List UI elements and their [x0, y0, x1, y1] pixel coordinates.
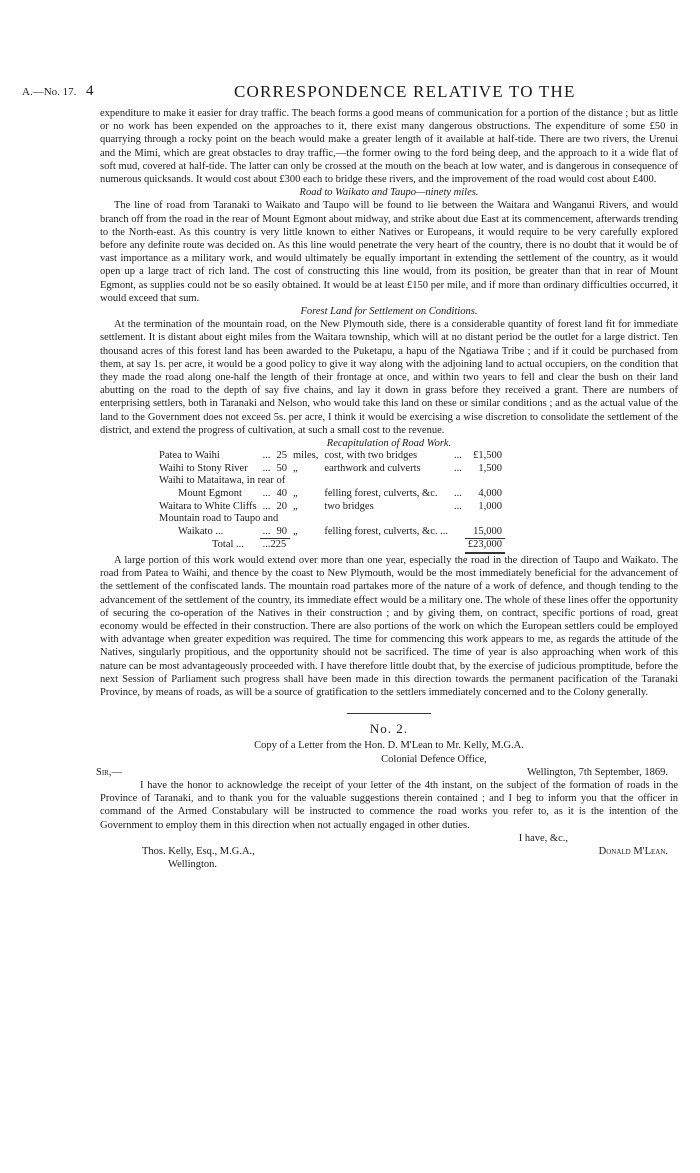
heading-recapitulation: Recapitulation of Road Work.	[326, 438, 452, 450]
cost-cell: 1,500	[478, 462, 503, 474]
page-body	[96, 107, 678, 871]
route-cell: Patea to Waihi	[159, 450, 220, 462]
table-row: Waitara to White Cliffs ... 20 „ two bridges ... 1,000	[156, 501, 505, 514]
heading-waikato-taupo-road: Road to Waikato and Taupo—ninety miles.	[299, 187, 479, 199]
description-cell: felling forest, culverts, &c.	[324, 488, 438, 500]
miles-cell: 20	[276, 500, 287, 512]
description-cell: felling forest, culverts, &c. ...	[324, 525, 449, 537]
cost-cell: £1,500	[473, 450, 503, 462]
letter-body: I have the honor to acknowledge the receipt of your letter of the 4th instant, on the subject of the formation of roads in the Province of Taranaki, and to thank you for the valuable suggestions therein contained ; and I beg to inform you that the officer in command of the Armed Constabulary will be instructed to commence the road works you refer to, as it is the intention of the Government to employ them in this direction when not actually engaged in other duties.	[100, 780, 678, 831]
cost-cell: 1,000	[478, 500, 503, 512]
route-cell: Waihi to Mataitawa, in rear of	[159, 475, 286, 487]
total-label: Total ...	[212, 538, 244, 550]
miles-cell: 90	[276, 525, 287, 537]
running-title: CORRESPONDENCE RELATIVE TO THE	[234, 82, 576, 101]
cost-cell: 15,000	[473, 525, 503, 537]
miles-cell: 50	[276, 462, 287, 474]
miles-cell: 40	[276, 488, 287, 500]
table-row: Waihi to Stony River ... 50 „ earthwork and culverts ... 1,500	[156, 463, 505, 476]
letter-copy-line: Copy of a Letter from the Hon. D. M'Lean to Mr. Kelly, M.G.A.	[254, 740, 524, 752]
cost-cell: 4,000	[478, 488, 503, 500]
letter-signature-row	[100, 845, 678, 858]
route-cell: Mount Egmont	[178, 488, 242, 500]
letter-number: No. 2.	[369, 721, 409, 737]
letter-salutation-row	[96, 766, 678, 779]
description-cell: earthwork and culverts	[324, 462, 421, 474]
route-cell: Waitara to White Cliffs	[159, 500, 257, 512]
letter-office: Colonial Defence Office,	[381, 753, 487, 765]
table-total-row	[156, 539, 505, 553]
table-row	[156, 513, 505, 526]
paragraph-beach: expenditure to make it easier for dray traffic. The beach forms a good means of communication for a portion of the distance ; but as little or no work has been expended on the approaches to it, there exist many dangerous obstructions. The expenditure of some £50 in quarrying through a rocky point on the beach would make a greater length of it available at half-tide. There are two rivers, the Urenui and the Mimi, which are great obstacles to dray traffic,—the former owing to the ford being deep, and the approach to it a wide flat of soft mud, covered at half-tide. The latter can only be crossed at the mouth on the beach at low water, and is dangerous in consequence of numerous quicksands. It would cost about £300 each to bridge these rivers, and the improvement of the road would cost about £400.	[100, 108, 678, 186]
letter-closing: I have, &c.,	[518, 832, 568, 844]
section-divider	[347, 713, 431, 714]
letter-city-row	[100, 858, 678, 871]
heading-forest-land: Forest Land for Settlement on Conditions.	[300, 306, 478, 318]
miles-cell: 25	[276, 450, 287, 462]
total-miles: ...225	[260, 539, 290, 553]
letter-signature: Donald M'Lean.	[598, 846, 668, 858]
letter-salutation: Sir,—	[96, 766, 122, 778]
letter-place-date: Wellington, 7th September, 1869.	[526, 766, 668, 778]
letter-addressee-city: Wellington.	[168, 859, 218, 871]
route-cell: Waihi to Stony River	[159, 462, 248, 474]
description-cell: two bridges	[324, 500, 374, 512]
document-reference: A.—No. 17.	[22, 86, 77, 98]
route-cell: Waikato ...	[178, 525, 224, 537]
letter-closing-row	[100, 832, 678, 845]
paragraph-forest-land: At the termination of the mountain road, on the New Plymouth side, there is a considerable quantity of forest land fit for immediate settlement. It is distant about eight miles from the Waitara township, which will at no distant period be the outlet for a large district. Ten thousand acres of this forest land has been awarded to the Puketapu, a hapu of the Ngatiawa Tribe ; and if it could be purchased from them, at say 1s. per acre, it would be a good policy to give it way along with the adjoining land to actual occupiers, on the condition that they made the road along one-half the length of their frontage at once, and within two years to fell and clear the bush on their land abutting on the road to the depth of say five chains, and lay it down in grass before they received a grant. There are numbers of enterprising settlers, both in Taranaki and Nelson, who would take this land on these or similar conditions ; and as the actual value of the land to the Government does not exceed 5s. per acre, I think it would be exercising a wise discretion to consolidate the settlement of the district, and extend the progress of cultivation, at such a small cost to the revenue.	[100, 319, 678, 436]
total-cost: £23,000	[465, 539, 505, 553]
letter-addressee: Thos. Kelly, Esq., M.G.A.,	[142, 846, 255, 858]
description-cell: cost, with two bridges	[324, 450, 418, 462]
table-row: Patea to Waihi ... 25 miles, cost, with two bridges ... £1,500	[156, 450, 505, 463]
page-number: 4	[86, 83, 94, 99]
paragraph-waikato-road: The line of road from Taranaki to Waikato and Taupo will be found to lie between the Waitara and Wanganui Rivers, and would branch off from the road in the rear of Mount Egmont about midway, and strike about due East at its commencement, afterwards trending to the North-east. As this country is very little known to either Natives or Europeans, it would require to be very carefully explored before any definite route was decided on. As this line would penetrate the very heart of the country, there is no doubt that it would be of vast importance as a military work, and would ultimately be equally important in extending the settlement of the country, as it would open up a large tract of rich land. The cost of constructing this line would, from its position, be greater than that in rear of Mount Egmont, as supplies could not be so easily obtained. It would be at least £150 per mile, and if more than ordinary difficulties occurred, it would exceed that sum.	[100, 200, 678, 304]
page-header	[22, 80, 678, 102]
table-row	[156, 475, 505, 488]
table-row: Waikato ... ... 90 „ felling forest, culverts, &c. ... 15,000	[156, 526, 505, 539]
recapitulation-table	[156, 450, 505, 554]
route-cell: Mountain road to Taupo and	[159, 513, 279, 525]
paragraph-summary: A large portion of this work would extend over more than one year, especially the road in the direction of Taupo and Waikato. The road from Patea to Waihi, and thence by the coast to New Plymouth, would be the most immediately beneficial for the advancement of the settlement of the confiscated lands. The mountain road partakes more of the nature of a work of defence, and though tending to the advancement of the settlement of the country, its immediate effect would be a military one. The whole of these lines offer the opportunity of securing the co-operation of the Natives in their construction ; and by giving them, on contract, specific portions of road, great economy would be effected in their construction. There are also portions of the work on which the European settlers could be employed with advantage when greater expedition was required. The time for commencing this work appears to me, as regards the attitude of the Natives, singularly propitious, and the opportunity should not be sacrificed. The time of year is also approaching when work of this nature can be most advantageously proceeded with. I have therefore little doubt that, by the exercise of judicious promptitude, before the next Session of Parliament such progress shall have been made in this direction towards the permanent pacification of the Taranaki Province, by means of roads, as will be a source of gratification to the settlers immediately concerned and to the Colony generally.	[100, 555, 678, 699]
table-row: Mount Egmont ... 40 „ felling forest, culverts, &c. ... 4,000	[156, 488, 505, 501]
